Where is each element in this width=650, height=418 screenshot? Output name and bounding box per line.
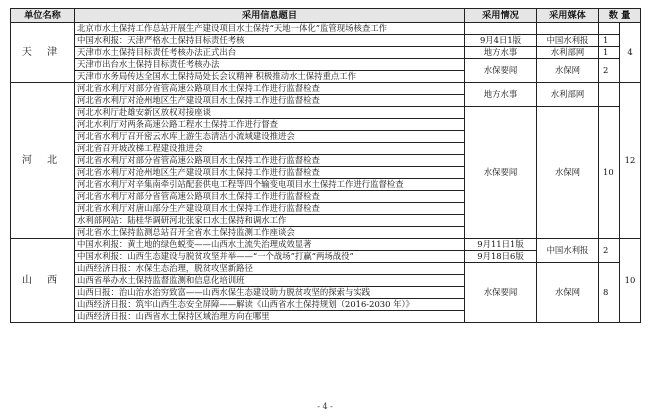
item-title: 河北省水利厅对沧州地区生产建设项目水土保持工作进行监督检查 [75,95,465,107]
item-title: 山西省举办水土保持监督监测和信息化培训班 [75,275,465,287]
item-title: 河北省水利厅对唐山部分生产建设项目水土保持工作进行监督检查 [75,203,465,215]
region-tianjin: 天 津 [11,23,75,83]
table-row [11,35,641,47]
table-row [11,23,641,35]
item-title: 河北省水利厅对部分省管高速公路项目水土保持工作进行监督检查 [75,83,465,95]
count: 8 [599,263,620,323]
item-title: 山西经济日报：水保生态治理，脱贫攻坚新路径 [75,263,465,275]
situation: 水保要闻 [465,263,537,323]
page-number: - 4 - [317,402,333,411]
situation: 9月11日1版 [465,239,537,251]
item-title: 水利部网站：陆桂华调研河北张家口水土保持和调水工作 [75,215,465,227]
item-title: 河北省水利厅对沧州地区生产建设项目水土保持工作进行监督检查 [75,167,465,179]
item-title: 河北省水利厅召开密云水库上游生态清洁小流域建设推进会 [75,131,465,143]
item-title: 中国水利报：黄土地的绿色蜕变——山西水土流失治理成效显著 [75,239,465,251]
media: 水利部网 [537,47,599,59]
item-title: 山西日报：治山治水治穷致富——山西水保生态建设助力脱贫攻坚的探索与实践 [75,287,465,299]
situation: 水保要闻 [465,107,537,239]
media: 中国水利报 [537,239,599,263]
item-title: 中国水利报：山西生态建设与脱贫攻坚并举——“一个战场”打赢“两场战役” [75,251,465,263]
total-tianjin: 4 [620,23,641,83]
item-title: 河北省召开坡改梯工程建设推进会 [75,143,465,155]
count: 1 [599,47,620,59]
report-table [10,8,641,323]
header-count: 数 量 [599,9,641,23]
count: 2 [599,239,620,263]
item-title: 山西经济日报：筑牢山西生态安全屏障——解读《山西省水土保持规划（2016-2030 年）》 [75,299,465,311]
item-title: 天津市出台水土保持目标责任考核办法 [75,59,465,71]
table-row [11,83,641,95]
item-title: 河北水利厅对两条高速公路工程水土保持工作进行督查 [75,119,465,131]
item-title: 河北省水利厅对辛集南牵引站配套供电工程等四个输变电项目水土保持工作进行监督检查 [75,179,465,191]
table-row [11,107,641,119]
header-row [11,9,641,23]
total-shanxi: 10 [620,239,641,323]
item-title: 天津市水务局传达全国水土保持局处长会议精神 积极推动水土保持重点工作 [75,71,465,83]
item-title: 山西经济日报：山西省水土保持区域治理方向在哪里 [75,311,465,323]
item-title: 河北省水土保持监测总站召开全省水土保持监测工作座谈会 [75,227,465,239]
item-title: 河北水利厅赴雄安新区放权对接座谈 [75,107,465,119]
header-situation: 采用情况 [465,9,537,23]
item-title: 天津市水土保持目标责任考核办法正式出台 [75,47,465,59]
header-title: 采用信息题目 [75,9,465,23]
region-hebei: 河 北 [11,83,75,239]
table-row [11,263,641,275]
region-shanxi: 山 西 [11,239,75,323]
item-title: 河北省水利厅对部分省管高速公路项目水土保持工作进行监督检查 [75,191,465,203]
table-row [11,59,641,71]
situation: 水保要闻 [465,59,537,83]
media: 水保网 [537,59,599,83]
situation: 9月4日1版 [465,35,537,47]
item-title: 河北省水利厅对部分省管高速公路项目水土保持工作进行监督检查 [75,155,465,167]
media: 水保网 [537,107,599,239]
situation: 地方水事 [465,83,537,107]
situation: 9月18日6版 [465,251,537,263]
table-row [11,47,641,59]
count: 2 [599,59,620,83]
item-title: 北京市水土保持工作总站开展生产建设项目水土保持“天地一体化”监管现场核查工作 [75,23,465,35]
media: 水保网 [537,263,599,323]
header-media: 采用媒体 [537,9,599,23]
media: 中国水利报 [537,35,599,47]
table-row [11,239,641,251]
total-hebei: 12 [620,83,641,239]
count: 10 [599,107,620,239]
count: 1 [599,35,620,47]
item-title: 中国水利报：天津严格水土保持目标责任考核 [75,35,465,47]
media: 水利部网 [537,83,599,107]
situation: 地方水事 [465,47,537,59]
header-unit: 单位名称 [11,9,75,23]
